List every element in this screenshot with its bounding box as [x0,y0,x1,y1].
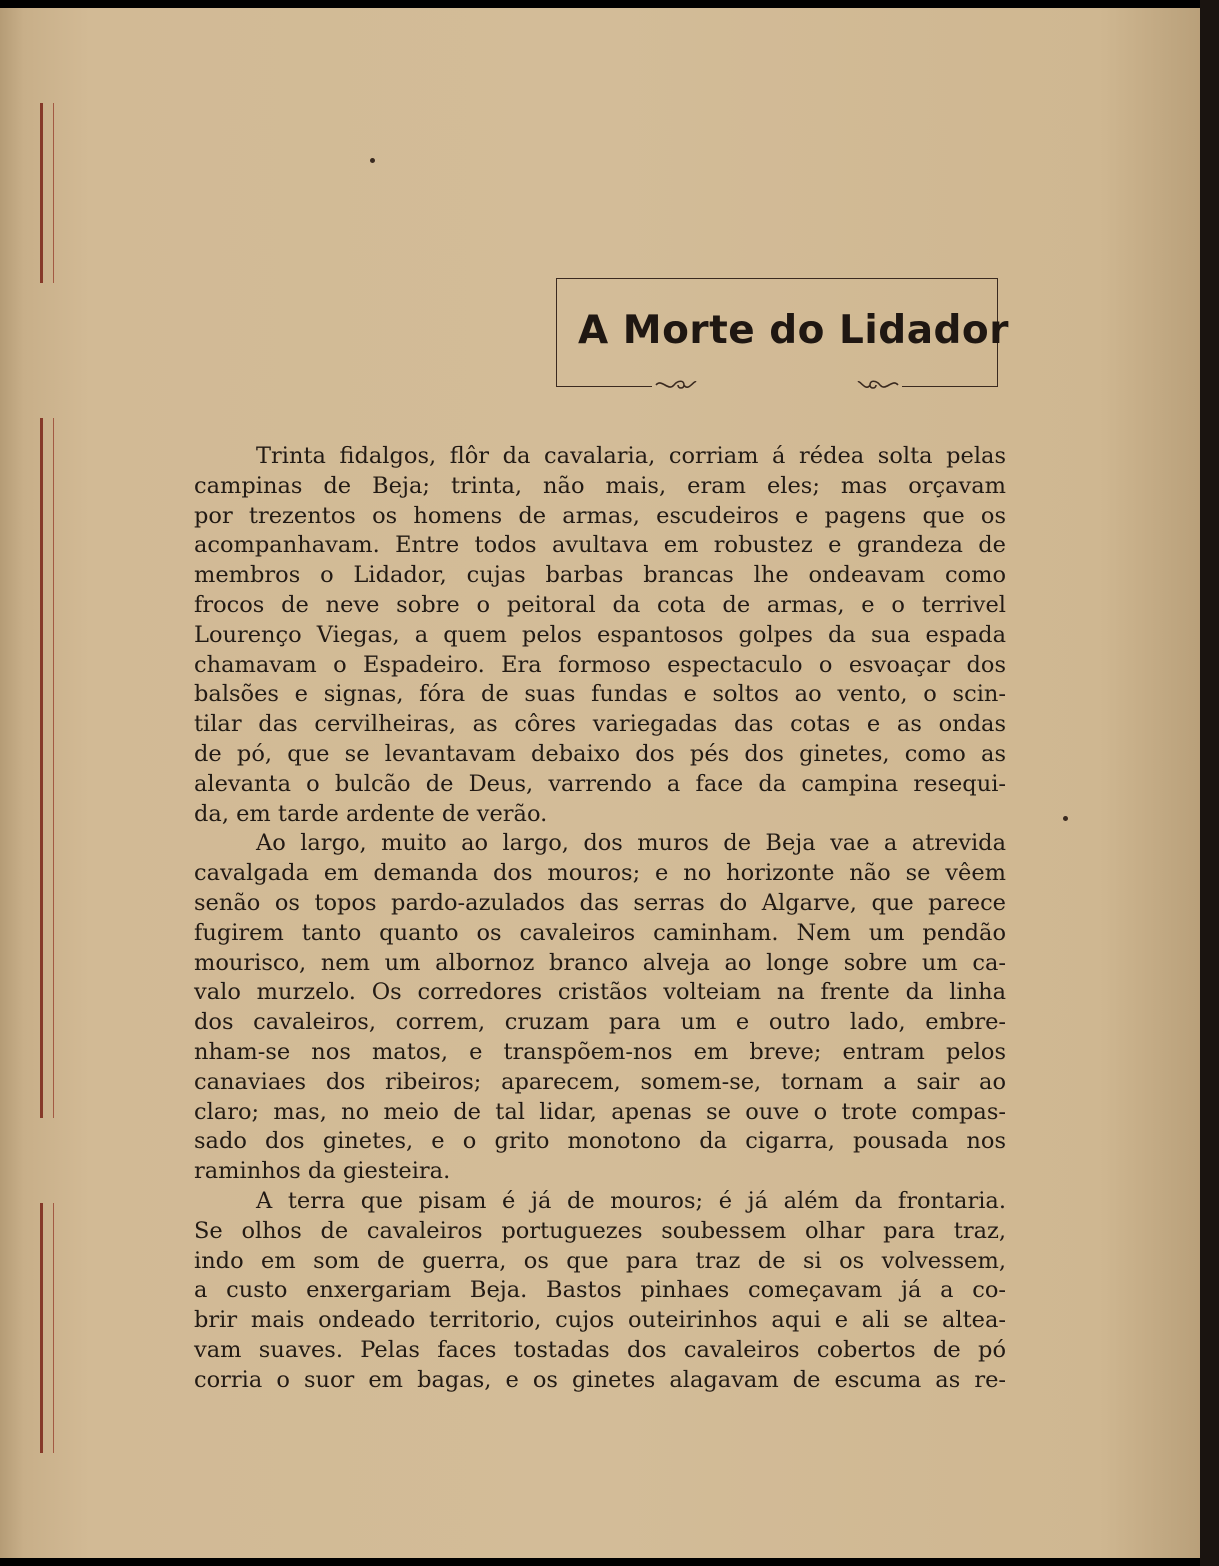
text-line: nham-se nos matos, e transpõem-nos em breve; entram pelos [194,1038,1006,1065]
text-line: a custo enxergariam Beja. Bastos pinhaes começavam já a co- [194,1277,1006,1304]
text-line: corria o suor em bagas, e os ginetes alagavam de escuma as re- [194,1366,1006,1393]
text-line: senão os topos pardo-azulados das serras do Algarve, que parece [194,889,1006,916]
text-line: claro; mas, no meio de tal lidar, apenas se ouve o trote compas- [194,1098,1006,1125]
text-line: valo murzelo. Os corredores cristãos volteiam na frente da linha [194,979,1006,1006]
paper-speck [370,158,375,163]
text-line: brir mais ondeado territorio, cujos outeirinhos aqui e ali se altea- [194,1307,1006,1334]
text-line: fugirem tanto quanto os cavaleiros caminham. Nem um pendão [194,919,1006,946]
text-line: indo em som de guerra, os que para traz de si os volvessem, [194,1247,1006,1274]
text-line: cavalgada em demanda dos mouros; e no horizonte não se vêem [194,860,1006,887]
binding-stitch [40,103,54,283]
scan-edge [1200,0,1219,1566]
binding-stitch [40,1203,54,1453]
text-line: chamavam o Espadeiro. Era formoso espectaculo o esvoaçar dos [194,651,1006,678]
text-line: membros o Lidador, cujas barbas brancas lhe ondeavam como [194,562,1006,589]
text-line: mourisco, nem um albornoz branco alveja ao longe sobre um ca- [194,949,1006,976]
binding-stitch [40,418,54,1118]
text-line: de pó, que se levantavam debaixo dos pés dos ginetes, como as [194,740,1006,767]
paper-speck [1063,816,1068,821]
text-line: balsões e signas, fóra de suas fundas e soltos ao vento, o scin- [194,681,1006,708]
text-line: vam suaves. Pelas faces tostadas dos cavaleiros cobertos de pó [194,1336,1006,1363]
text-line: A terra que pisam é já de mouros; é já além da frontaria. [256,1187,1006,1214]
text-line: raminhos da giesteira. [194,1158,451,1185]
text-line: campinas de Beja; trinta, não mais, eram eles; mas orçavam [194,472,1006,499]
text-line: por trezentos os homens de armas, escudeiros e pagens que os [194,502,1006,529]
text-line: Lourenço Viegas, a quem pelos espantosos golpes da sua espada [194,621,1006,648]
flourish-ornament-icon [856,376,900,397]
book-page [0,8,1200,1558]
flourish-ornament-icon [654,376,698,397]
text-line: Trinta fidalgos, flôr da cavalaria, corriam á rédea solta pelas [256,443,1006,469]
text-line: acompanhavam. Entre todos avultava em robustez e grandeza de [194,532,1006,559]
page-title: A Morte do Lidador [578,308,1009,353]
text-line: Se olhos de cavaleiros portuguezes soubessem olhar para traz, [194,1217,1006,1244]
text-line: frocos de neve sobre o peitoral da cota de armas, e o terrivel [194,591,1006,618]
text-line: dos cavaleiros, correm, cruzam para um e outro lado, embre- [194,1009,1006,1036]
text-line: canaviaes dos ribeiros; aparecem, somem-se, tornam a sair ao [194,1068,1006,1095]
text-line: tilar das cervilheiras, as côres variegadas das cotas e as ondas [194,711,1006,738]
text-line: da, em tarde ardente de verão. [194,800,548,827]
text-line: Ao largo, muito ao largo, dos muros de Beja vae a atrevida [256,830,1006,857]
text-line: alevanta o bulcão de Deus, varrendo a face da campina resequi- [194,770,1006,797]
text-line: sado dos ginetes, e o grito monotono da cigarra, pousada nos [194,1128,1006,1155]
article-body [194,442,1006,1396]
